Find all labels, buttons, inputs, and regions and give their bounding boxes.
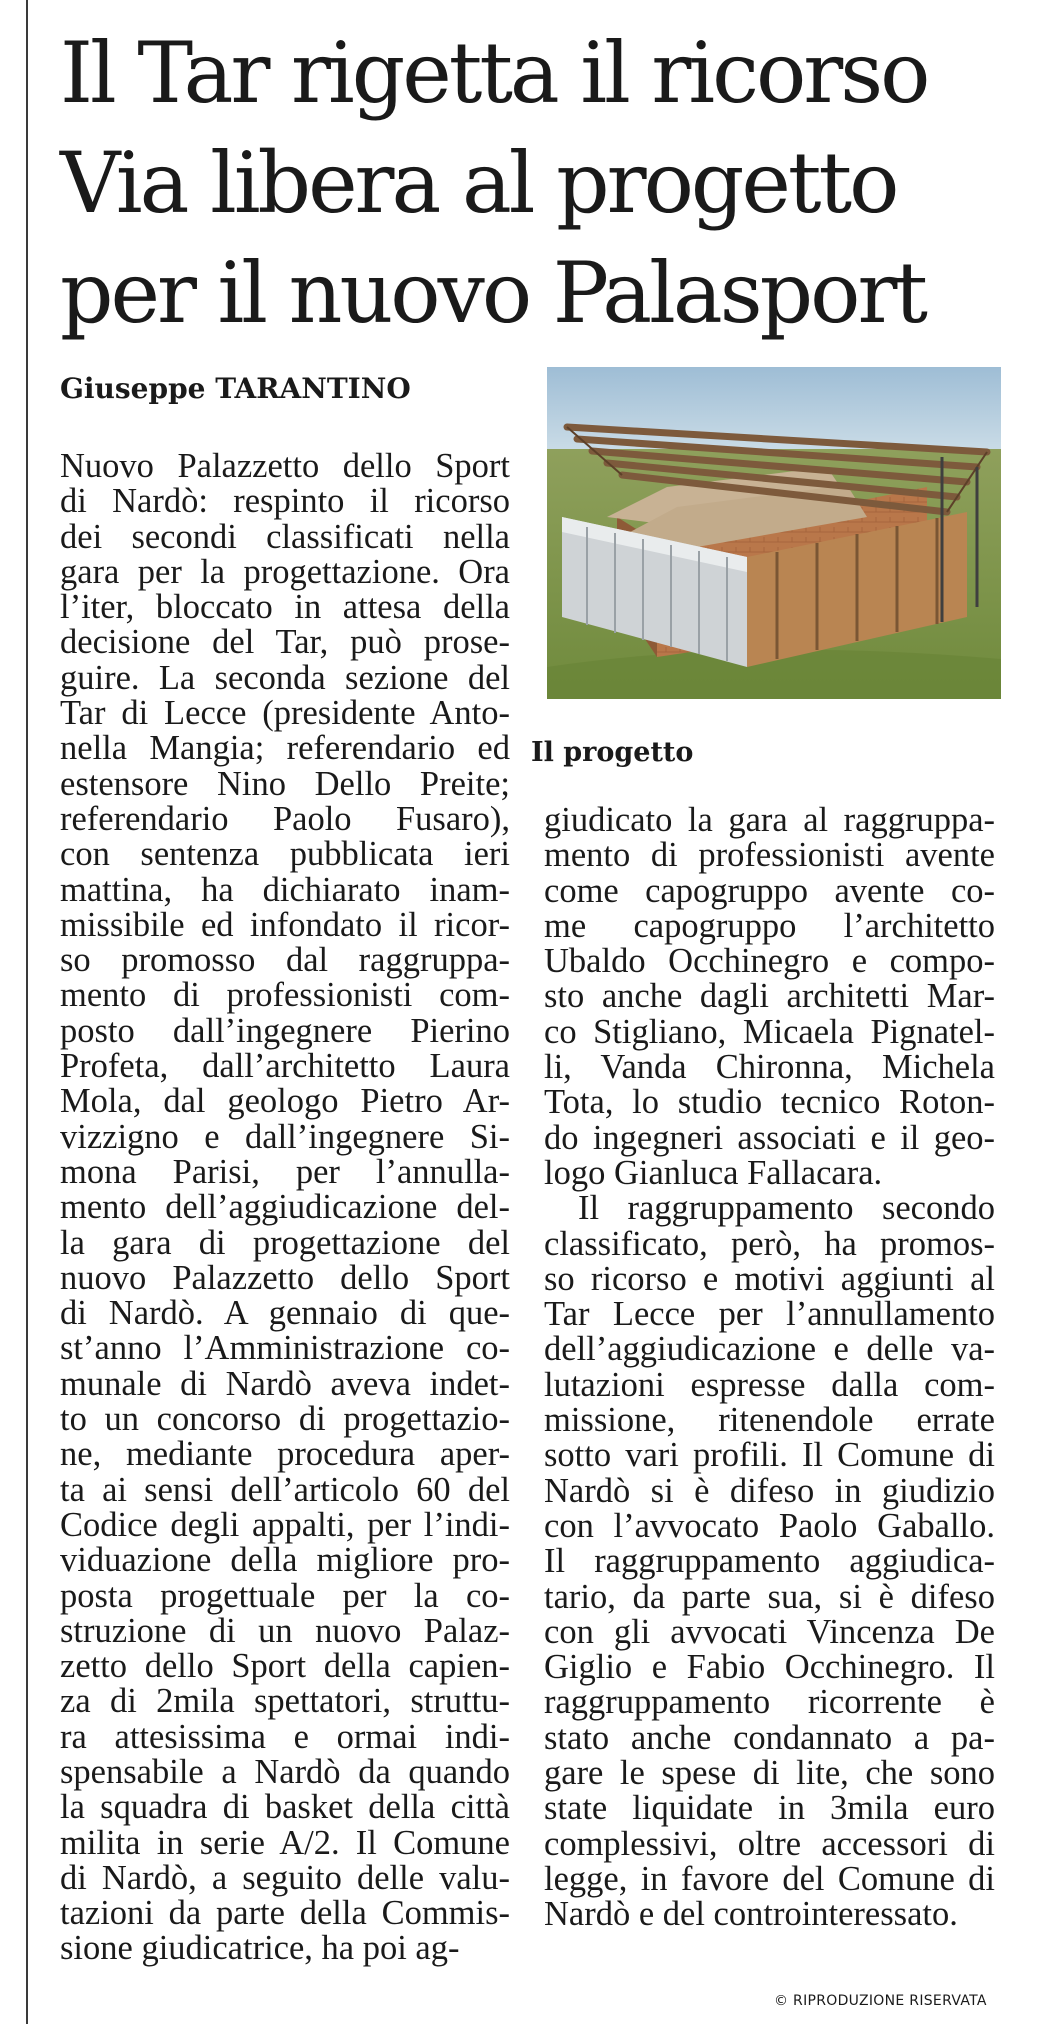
text-line: con sentenza pubblicata ieri — [60, 835, 510, 874]
text-line: guire. La seconda sezione del — [60, 658, 510, 697]
text-line: za di 2mila spettatori, struttu- — [60, 1682, 510, 1721]
text-line: complessivi, oltre accessori di — [544, 1824, 995, 1863]
text-line: st’anno l’Amministrazione co- — [60, 1329, 510, 1368]
headline-line: Via libera al progetto — [60, 134, 897, 232]
headline — [60, 18, 1050, 348]
text-line: logo Gianluca Fallacara. — [544, 1153, 883, 1192]
byline: Giuseppe TARANTINO — [60, 372, 411, 405]
text-line: missione, ritenendole errate — [544, 1401, 995, 1440]
text-line: munale di Nardò aveva indet- — [60, 1364, 510, 1403]
text-line: do ingegneri associati e il geo- — [544, 1118, 995, 1157]
text-line: dei secondi classificati nella — [60, 517, 510, 556]
text-line: dell’aggiudicazione e delle va- — [544, 1330, 995, 1369]
text-line: estensore Nino Dello Preite; — [60, 764, 510, 803]
text-line: Tar Lecce per l’annullamento — [544, 1295, 995, 1334]
text-line: struzione di un nuovo Palaz- — [60, 1611, 510, 1650]
text-line: gara per la progettazione. Ora — [60, 552, 510, 591]
text-line: la gara di progettazione del — [60, 1223, 510, 1262]
text-line: di Nardò, a seguito delle valu- — [60, 1858, 510, 1897]
text-line: posto dall’ingegnere Pierino — [60, 1011, 510, 1050]
text-line: Giglio e Fabio Occhinegro. Il — [544, 1648, 995, 1687]
text-line: Tota, lo studio tecnico Roton- — [544, 1083, 995, 1122]
project-rendering-image — [547, 367, 1001, 699]
text-line: spensabile a Nardò da quando — [60, 1752, 510, 1791]
headline-line: Il Tar rigetta il ricorso — [60, 24, 928, 122]
text-line: state liquidate in 3mila euro — [544, 1789, 995, 1828]
text-line: co Stigliano, Micaela Pignatel- — [544, 1012, 995, 1051]
text-line: missibile ed infondato il ricor- — [60, 905, 510, 944]
text-line: mento di professionisti com- — [60, 976, 510, 1015]
text-line: lutazioni espresse dalla com- — [544, 1365, 995, 1404]
text-line: Codice degli appalti, per l’indi- — [60, 1505, 510, 1544]
text-line: Nardò si è difeso in giudizio — [544, 1471, 995, 1510]
text-line: decisione del Tar, può prose- — [60, 623, 510, 662]
text-line: nuovo Palazzetto dello Sport — [60, 1258, 510, 1297]
text-line: vizzigno e dall’ingegnere Si- — [60, 1117, 510, 1156]
text-line: di Nardò. A gennaio di que- — [60, 1294, 510, 1333]
text-line: stato anche condannato a pa- — [544, 1718, 995, 1757]
text-line: giudicato la gara al raggruppa- — [544, 801, 995, 839]
text-line: zetto dello Sport della capien- — [60, 1647, 510, 1686]
text-line: sione giudicatrice, ha poi ag- — [60, 1929, 460, 1968]
text-line: classificato, però, ha promos- — [544, 1224, 995, 1263]
text-line: con l’avvocato Paolo Gaballo. — [544, 1506, 995, 1545]
column-rule — [26, 0, 28, 2024]
text-line: viduazione della migliore pro- — [60, 1541, 510, 1580]
text-line: la squadra di basket della città — [60, 1788, 510, 1827]
body-column-1 — [60, 449, 510, 1967]
text-line: mona Parisi, per l’annulla- — [60, 1152, 510, 1191]
text-line: mento dell’aggiudicazione del- — [60, 1188, 510, 1227]
text-line: mattina, ha dichiarato inam- — [60, 870, 510, 909]
text-line: Profeta, dall’architetto Laura — [60, 1047, 510, 1086]
text-line: me capogruppo l’architetto — [544, 906, 995, 945]
text-line: milita in serie A/2. Il Comune — [60, 1823, 510, 1862]
text-line: ne, mediante procedura aper- — [60, 1435, 510, 1474]
text-line: so promosso dal raggruppa- — [60, 941, 510, 980]
text-line: Tar di Lecce (presidente Anto- — [60, 694, 510, 733]
text-line: so ricorso e motivi aggiunti al — [544, 1259, 995, 1298]
text-line: Il raggruppamento aggiudica- — [544, 1542, 995, 1581]
body-column-2 — [544, 803, 995, 1933]
text-line: Mola, dal geologo Pietro Ar- — [60, 1082, 510, 1121]
text-line: posta progettuale per la co- — [60, 1576, 510, 1615]
text-line: referendario Paolo Fusaro), — [60, 799, 510, 838]
text-line: tazioni da parte della Commis- — [60, 1894, 510, 1933]
copyright-notice: © RIPRODUZIONE RISERVATA — [774, 1993, 987, 2009]
text-line: l’iter, bloccato in attesa della — [60, 588, 510, 627]
text-line: con gli avvocati Vincenza De — [544, 1612, 995, 1651]
headline-line: per il nuovo Palasport — [60, 244, 926, 342]
text-line: Ubaldo Occhinegro e compo- — [544, 942, 995, 981]
text-line: legge, in favore del Comune di — [544, 1859, 995, 1898]
text-line: gare le spese di lite, che sono — [544, 1754, 995, 1793]
text-line: Nuovo Palazzetto dello Sport — [60, 447, 510, 485]
text-line: ra attesissima e ormai indi- — [60, 1717, 510, 1756]
text-line: Nardò e del controinteressato. — [544, 1895, 958, 1934]
text-line: mento di professionisti avente — [544, 836, 995, 875]
text-line: sto anche dagli architetti Mar- — [544, 977, 995, 1016]
text-line: come capogruppo avente co- — [544, 871, 995, 910]
image-caption: Il progetto — [531, 737, 694, 768]
text-line: ta ai sensi dell’articolo 60 del — [60, 1470, 510, 1509]
text-line: Il raggruppamento secondo — [578, 1189, 995, 1228]
text-line: nella Mangia; referendario ed — [60, 729, 510, 768]
text-line: di Nardò: respinto il ricorso — [60, 482, 510, 521]
text-line: raggruppamento ricorrente è — [544, 1683, 995, 1722]
text-line: sotto vari profili. Il Comune di — [544, 1436, 995, 1475]
text-line: tario, da parte sua, si è difeso — [544, 1577, 995, 1616]
text-line: to un concorso di progettazio- — [60, 1400, 510, 1439]
text-line: li, Vanda Chironna, Michela — [544, 1048, 995, 1087]
